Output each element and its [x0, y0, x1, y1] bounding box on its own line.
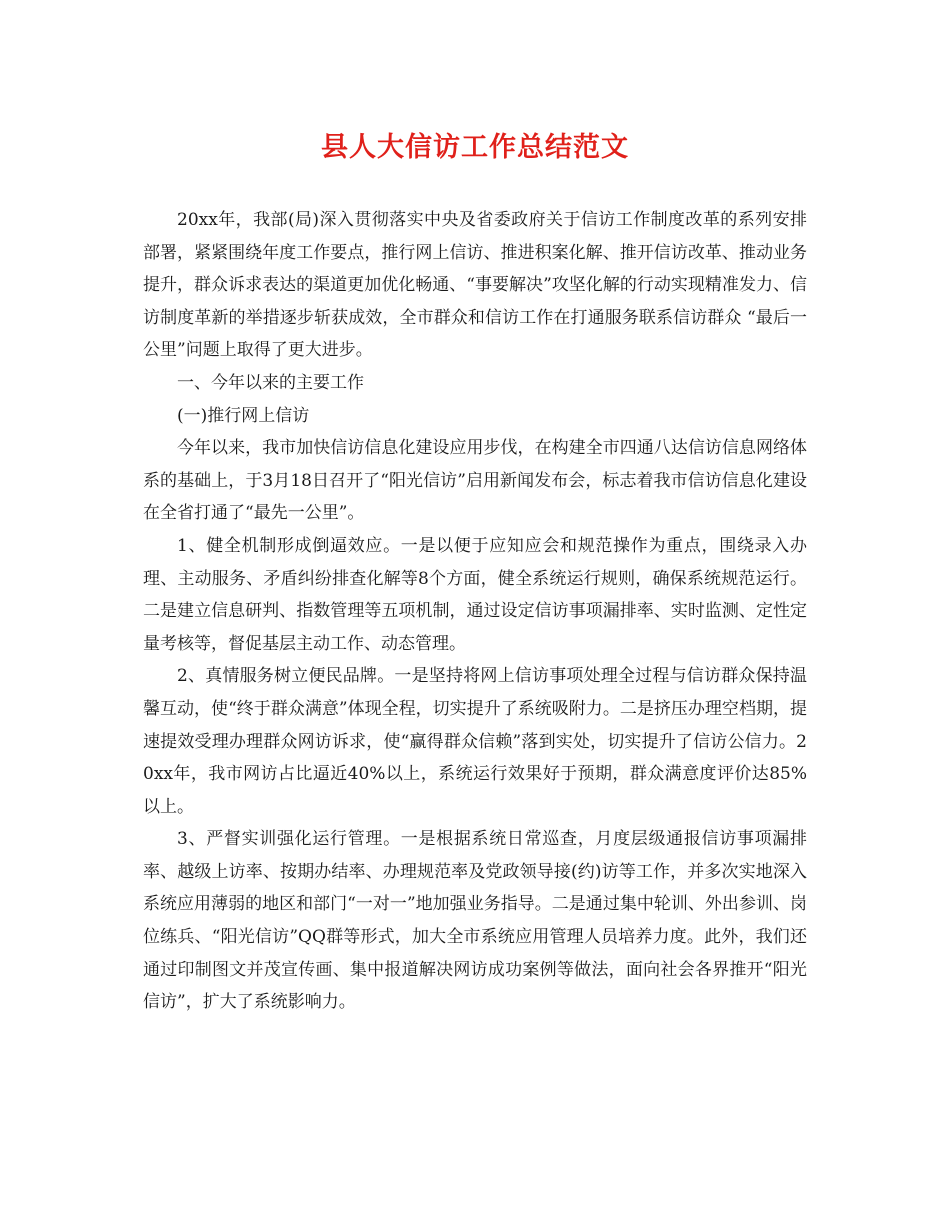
intro-paragraph: 20xx年，我部(局)深入贯彻落实中央及省委政府关于信访工作制度改革的系列安排部署，紧紧围绕年度工作要点，推行网上信访、推进积案化解、推开信访改革、推动业务提升，群众诉求表达的渠道更加优化畅通、“事要解决”攻坚化解的行动实现精准发力、信访制度革新的举措逐步斩获成效，全市群众和信访工作在打通服务联系信访群众 “最后一公里”问题上取得了更大进步。 — [143, 210, 807, 361]
item-paragraph-3: 3、严督实训强化运行管理。一是根据系统日常巡查，月度层级通报信访事项漏排率、越级上访率、按期办结率、办理规范率及党政领导接(约)访等工作，并多次实地深入系统应用薄弱的地区和部门“一对一”地加强业务指导。二是通过集中轮训、外出参训、岗位练兵、“阳光信访”QQ群等形式，加大全市系统应用管理人员培养力度。此外，我们还通过印制图文并茂宣传画、集中报道解决网访成功案例等做法，面向社会各界推开“阳光信访”，扩大了系统影响力。 — [143, 829, 807, 1013]
document-body — [143, 204, 807, 1019]
section-heading-main-work: 一、今年以来的主要工作 — [177, 372, 364, 393]
online-petition-paragraph: 今年以来，我市加快信访信息化建设应用步伐，在构建全市四通八达信访信息网络体系的基础上，于3月18日召开了“阳光信访”启用新闻发布会，标志着我市信访信息化建设在全省打通了“最先一公里”。 — [143, 438, 807, 524]
item-paragraph-1: 1、健全机制形成倒逼效应。一是以便于应知应会和规范操作为重点，围绕录入办理、主动服务、矛盾纠纷排查化解等8个方面，健全系统运行规则，确保系统规范运行。二是建立信息研判、指数管理等五项机制，通过设定信访事项漏排率、实时监测、定性定量考核等，督促基层主动工作、动态管理。 — [143, 535, 807, 654]
subsection-heading-online-petition: (一)推行网上信访 — [177, 405, 310, 426]
item-paragraph-2: 2、真情服务树立便民品牌。一是坚持将网上信访事项处理全过程与信访群众保持温馨互动，使“终于群众满意”体现全程，切实提升了系统吸附力。二是挤压办理空档期，提速提效受理办理群众网访诉求，使“赢得群众信赖”落到实处，切实提升了信访公信力。20xx年，我市网访占比逼近40%以上，系统运行效果好于预期，群众满意度评价达85%以上。 — [143, 666, 807, 817]
document-title: 县人大信访工作总结范文 — [321, 132, 629, 163]
